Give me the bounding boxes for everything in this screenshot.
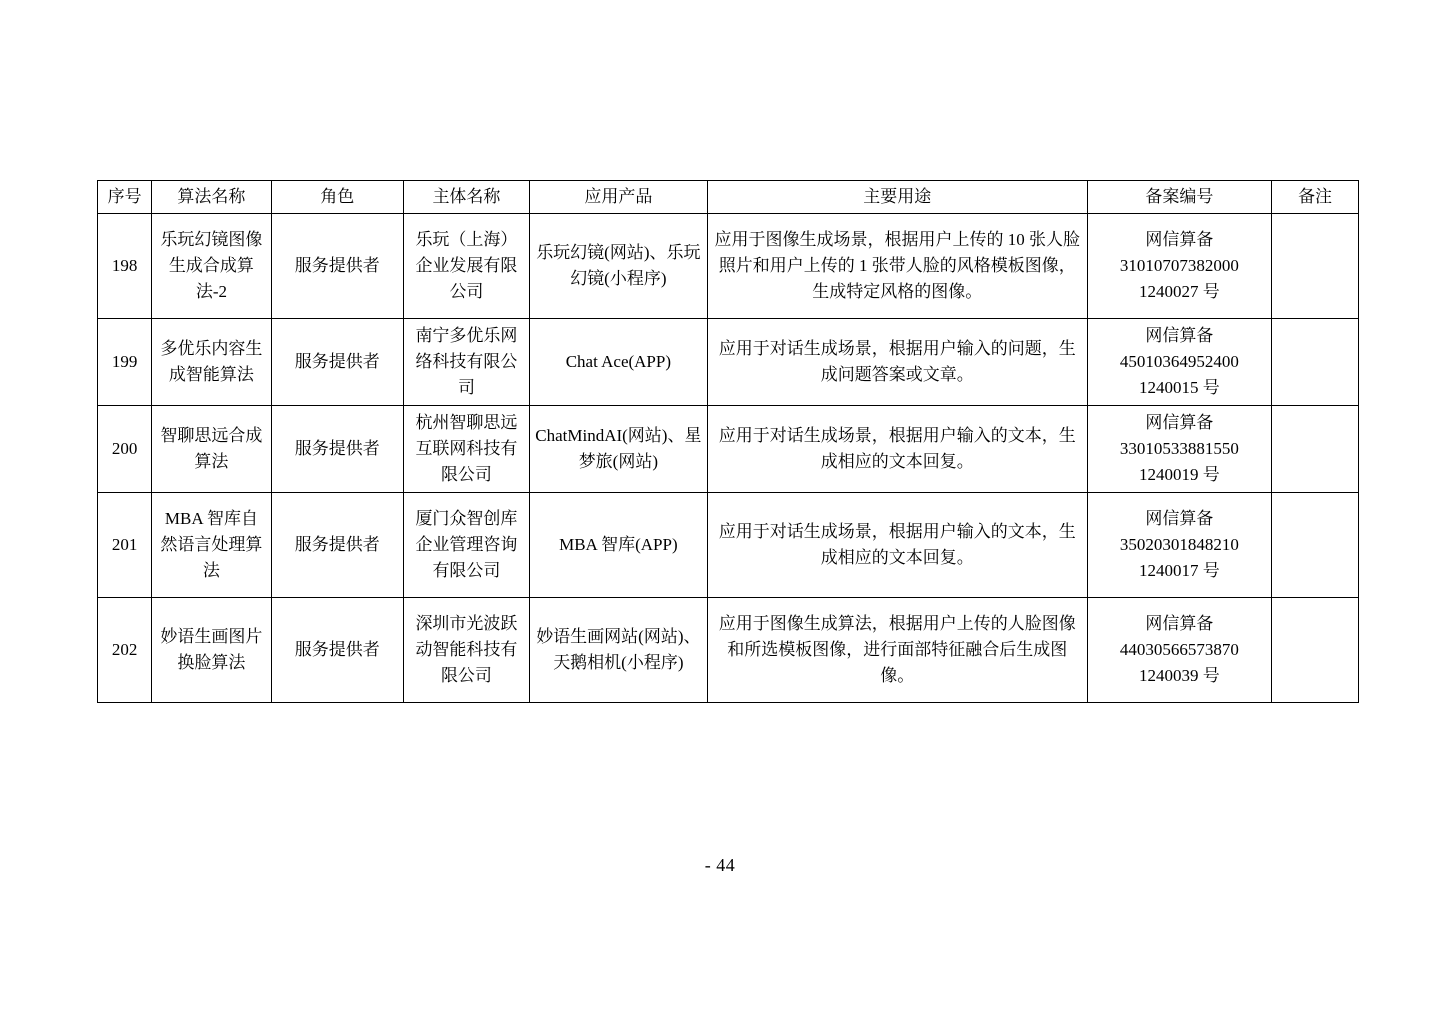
cell-algorithm-name: 智聊思远合成算法 bbox=[152, 406, 271, 493]
cell-algorithm-name: 妙语生画图片换脸算法 bbox=[152, 598, 271, 703]
column-header-record-number: 备案编号 bbox=[1087, 181, 1271, 214]
cell-algorithm-name: MBA 智库自然语言处理算法 bbox=[152, 493, 271, 598]
cell-product: MBA 智库(APP) bbox=[529, 493, 707, 598]
cell-record-number: 网信算备 31010707382000 1240027 号 bbox=[1087, 214, 1271, 319]
cell-sequence: 198 bbox=[98, 214, 152, 319]
column-header-role: 角色 bbox=[271, 181, 403, 214]
cell-entity-name: 南宁多优乐网络科技有限公司 bbox=[404, 319, 530, 406]
cell-record-number: 网信算备 35020301848210 1240017 号 bbox=[1087, 493, 1271, 598]
cell-entity-name: 乐玩（上海）企业发展有限公司 bbox=[404, 214, 530, 319]
column-header-remark: 备注 bbox=[1272, 181, 1359, 214]
cell-role: 服务提供者 bbox=[271, 319, 403, 406]
cell-product: ChatMindAI(网站)、星梦旅(网站) bbox=[529, 406, 707, 493]
table-row bbox=[98, 406, 1359, 493]
cell-role: 服务提供者 bbox=[271, 493, 403, 598]
table-row bbox=[98, 598, 1359, 703]
cell-usage: 应用于图像生成场景，根据用户上传的 10 张人脸照片和用户上传的 1 张带人脸的风格模板图像，生成特定风格的图像。 bbox=[707, 214, 1087, 319]
cell-record-number: 网信算备 33010533881550 1240019 号 bbox=[1087, 406, 1271, 493]
cell-sequence: 200 bbox=[98, 406, 152, 493]
cell-role: 服务提供者 bbox=[271, 598, 403, 703]
cell-entity-name: 厦门众智创库企业管理咨询有限公司 bbox=[404, 493, 530, 598]
cell-algorithm-name: 多优乐内容生成智能算法 bbox=[152, 319, 271, 406]
cell-remark bbox=[1272, 214, 1359, 319]
column-header-sequence: 序号 bbox=[98, 181, 152, 214]
page-number: - 44 bbox=[704, 855, 736, 875]
algorithm-registration-table bbox=[97, 180, 1359, 703]
cell-sequence: 202 bbox=[98, 598, 152, 703]
column-header-usage: 主要用途 bbox=[707, 181, 1087, 214]
cell-algorithm-name: 乐玩幻镜图像生成合成算法-2 bbox=[152, 214, 271, 319]
cell-role: 服务提供者 bbox=[271, 214, 403, 319]
cell-usage: 应用于对话生成场景，根据用户输入的文本，生成相应的文本回复。 bbox=[707, 406, 1087, 493]
column-header-entity-name: 主体名称 bbox=[404, 181, 530, 214]
cell-sequence: 201 bbox=[98, 493, 152, 598]
cell-usage: 应用于对话生成场景，根据用户输入的问题，生成问题答案或文章。 bbox=[707, 319, 1087, 406]
cell-usage: 应用于对话生成场景，根据用户输入的文本，生成相应的文本回复。 bbox=[707, 493, 1087, 598]
column-header-algorithm-name: 算法名称 bbox=[152, 181, 271, 214]
table-row bbox=[98, 493, 1359, 598]
table-header bbox=[98, 181, 1359, 214]
cell-record-number: 网信算备 44030566573870 1240039 号 bbox=[1087, 598, 1271, 703]
column-header-product: 应用产品 bbox=[529, 181, 707, 214]
table-body bbox=[98, 214, 1359, 703]
table-header-row bbox=[98, 181, 1359, 214]
table-row bbox=[98, 214, 1359, 319]
cell-sequence: 199 bbox=[98, 319, 152, 406]
cell-remark bbox=[1272, 598, 1359, 703]
cell-entity-name: 杭州智聊思远互联网科技有限公司 bbox=[404, 406, 530, 493]
cell-remark bbox=[1272, 493, 1359, 598]
cell-product: 乐玩幻镜(网站)、乐玩幻镜(小程序) bbox=[529, 214, 707, 319]
cell-remark bbox=[1272, 406, 1359, 493]
cell-remark bbox=[1272, 319, 1359, 406]
cell-product: Chat Ace(APP) bbox=[529, 319, 707, 406]
cell-record-number: 网信算备 45010364952400 1240015 号 bbox=[1087, 319, 1271, 406]
cell-entity-name: 深圳市光波跃动智能科技有限公司 bbox=[404, 598, 530, 703]
table-row bbox=[98, 319, 1359, 406]
cell-usage: 应用于图像生成算法，根据用户上传的人脸图像和所选模板图像，进行面部特征融合后生成图像。 bbox=[707, 598, 1087, 703]
cell-product: 妙语生画网站(网站)、天鹅相机(小程序) bbox=[529, 598, 707, 703]
cell-role: 服务提供者 bbox=[271, 406, 403, 493]
